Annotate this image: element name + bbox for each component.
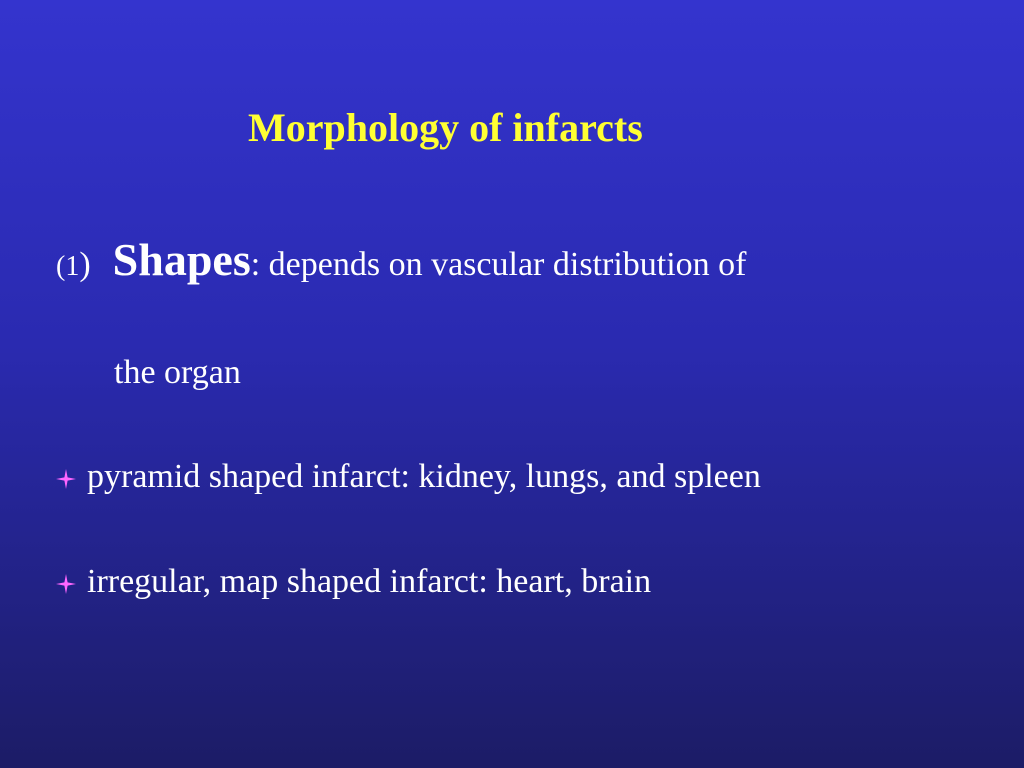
heading-continuation: the organ — [114, 354, 241, 391]
four-point-star-icon — [54, 467, 78, 491]
bullet-text: irregular, map shaped infarct: heart, brain — [87, 563, 652, 600]
slide-title: Morphology of infarcts — [248, 105, 643, 150]
shapes-keyword: Shapes — [112, 234, 251, 285]
item-number-open: (1 — [56, 251, 80, 282]
four-point-star-icon — [54, 572, 78, 596]
bullet-text: pyramid shaped infarct: kidney, lungs, and spleen — [87, 458, 761, 495]
heading-line — [56, 230, 746, 297]
bullet-item — [54, 458, 761, 496]
bullet-item — [54, 563, 651, 601]
heading-description: : depends on vascular distribution of — [250, 246, 747, 283]
item-number-close: ) — [79, 246, 91, 283]
